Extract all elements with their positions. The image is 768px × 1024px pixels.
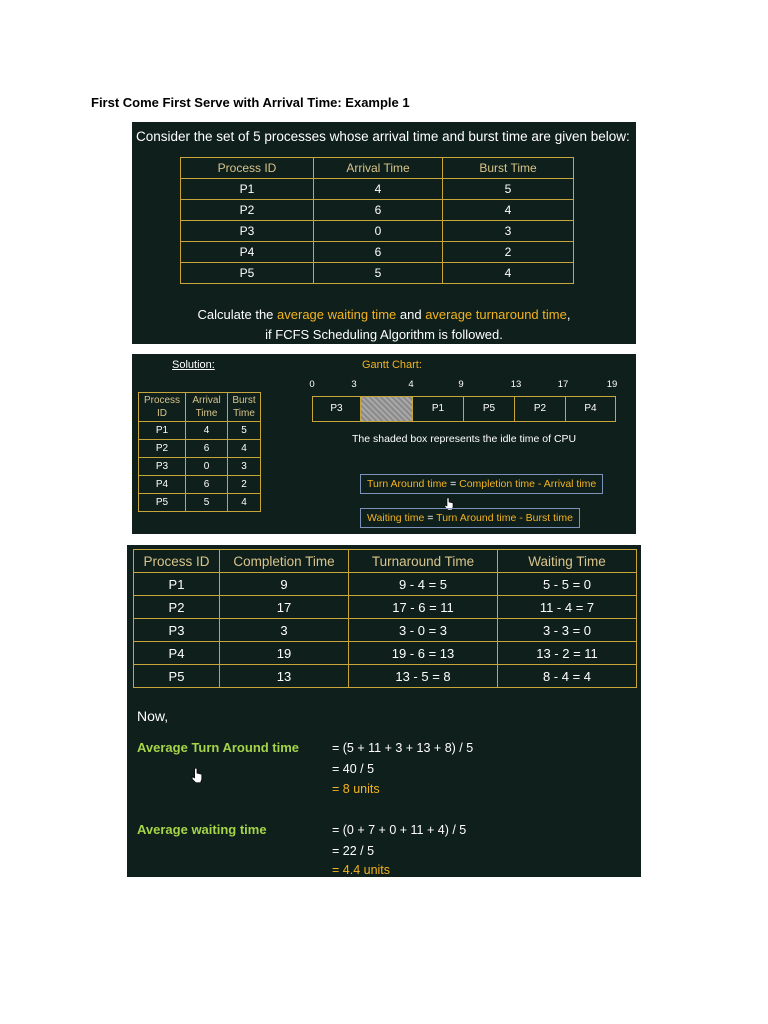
avg-waiting-label: Average waiting time — [137, 822, 267, 837]
formula-equals: = — [424, 512, 437, 524]
avg-turnaround-line: = (5 + 11 + 3 + 13 + 8) / 5 — [332, 741, 474, 755]
table-cell: 3 — [228, 458, 261, 476]
idle-note: The shaded box represents the idle time of CPU — [352, 433, 577, 445]
table-cell: P1 — [139, 422, 186, 440]
formula-equals: = — [447, 478, 460, 490]
problem-intro: Consider the set of 5 processes whose arrival time and burst time are given below: — [136, 129, 630, 144]
table-cell: 2 — [228, 476, 261, 494]
column-header: Process ID — [134, 550, 220, 573]
header-line: Time — [195, 408, 218, 419]
table-cell: 6 — [314, 242, 443, 263]
table-cell: 6 — [186, 476, 228, 494]
header-line: ID — [157, 408, 167, 419]
gantt-cell-p3: P3 — [312, 396, 361, 422]
table-row — [134, 619, 637, 642]
gantt-tick: 17 — [557, 379, 569, 390]
calc-instruction-line2: if FCFS Scheduling Algorithm is followed. — [265, 327, 503, 342]
table-cell: P3 — [181, 221, 314, 242]
table-cell: 9 - 4 = 5 — [349, 573, 498, 596]
header-line: Burst — [232, 395, 256, 406]
table-cell: 5 — [443, 179, 574, 200]
gantt-tick: 3 — [351, 379, 357, 390]
table-cell: P1 — [181, 179, 314, 200]
table-cell: 0 — [314, 221, 443, 242]
column-header — [139, 393, 186, 422]
table-row — [134, 665, 637, 688]
table-cell: 2 — [443, 242, 574, 263]
page-heading: First Come First Serve with Arrival Time: Example 1 — [91, 95, 410, 110]
formula-waiting — [360, 508, 580, 528]
table-cell: P2 — [181, 200, 314, 221]
column-header: Burst Time — [443, 158, 574, 179]
calc-text: and — [396, 307, 426, 322]
table-cell: 3 — [443, 221, 574, 242]
table-cell: 4 — [443, 263, 574, 284]
table-cell: 0 — [186, 458, 228, 476]
formula-turnaround — [360, 474, 603, 494]
gantt-tick: 0 — [309, 379, 315, 390]
table-cell: 17 — [220, 596, 349, 619]
column-header — [186, 393, 228, 422]
table-cell: P4 — [139, 476, 186, 494]
table-cell: P4 — [181, 242, 314, 263]
table-cell: P2 — [139, 440, 186, 458]
table-row — [139, 494, 261, 512]
table-cell: P4 — [134, 642, 220, 665]
now-label: Now, — [137, 708, 169, 724]
calc-highlight: average waiting time — [277, 307, 397, 322]
avg-waiting-line: = 22 / 5 — [332, 844, 375, 858]
process-input-table — [180, 157, 574, 284]
formula-value: Turn Around time - Burst time — [436, 512, 573, 524]
gantt-cell-idle — [360, 396, 413, 422]
table-cell: 9 — [220, 573, 349, 596]
table-header-row — [181, 158, 574, 179]
table-cell: 6 — [186, 440, 228, 458]
table-cell: 4 — [186, 422, 228, 440]
table-row — [134, 596, 637, 619]
table-header-row — [139, 393, 261, 422]
gantt-cell-p2: P2 — [514, 396, 566, 422]
table-cell: 4 — [228, 440, 261, 458]
table-row — [134, 573, 637, 596]
table-cell: 8 - 4 = 4 — [498, 665, 637, 688]
avg-turnaround-result: = 8 units — [332, 782, 380, 796]
solution-label: Solution: — [172, 359, 215, 371]
table-cell: 3 — [220, 619, 349, 642]
table-row — [181, 242, 574, 263]
table-cell: 5 - 5 = 0 — [498, 573, 637, 596]
formula-value: Completion time - Arrival time — [459, 478, 597, 490]
header-line: Time — [233, 408, 255, 419]
table-row — [181, 221, 574, 242]
avg-turnaround-label: Average Turn Around time — [137, 740, 300, 755]
column-header: Completion Time — [220, 550, 349, 573]
table-row — [139, 458, 261, 476]
table-cell: 4 — [228, 494, 261, 512]
column-header: Arrival Time — [314, 158, 443, 179]
table-row — [181, 179, 574, 200]
pointer-cursor-icon — [191, 767, 203, 784]
table-cell: P1 — [134, 573, 220, 596]
calc-text: , — [566, 307, 571, 322]
gantt-tick: 13 — [510, 379, 522, 390]
table-row — [139, 440, 261, 458]
header-line: Arrival — [192, 395, 221, 406]
table-cell: P2 — [134, 596, 220, 619]
column-header: Waiting Time — [498, 550, 637, 573]
table-cell: 3 - 3 = 0 — [498, 619, 637, 642]
table-cell: 5 — [228, 422, 261, 440]
results-panel — [127, 545, 641, 877]
table-cell: 13 - 5 = 8 — [349, 665, 498, 688]
results-table — [133, 549, 637, 688]
column-header — [228, 393, 261, 422]
gantt-cell-p4: P4 — [565, 396, 616, 422]
gantt-tick: 19 — [606, 379, 618, 390]
table-row — [181, 200, 574, 221]
table-cell: P5 — [181, 263, 314, 284]
table-cell: 17 - 6 = 11 — [349, 596, 498, 619]
table-row — [134, 642, 637, 665]
solution-process-table — [138, 392, 261, 512]
table-cell: P3 — [139, 458, 186, 476]
avg-turnaround-line: = 40 / 5 — [332, 762, 375, 776]
table-header-row — [134, 550, 637, 573]
table-cell: 4 — [314, 179, 443, 200]
table-row — [139, 476, 261, 494]
table-cell: 5 — [186, 494, 228, 512]
header-line: Process — [143, 395, 181, 406]
solution-panel — [132, 354, 636, 534]
formula-label: Waiting time — [367, 512, 425, 524]
gantt-cell-p5: P5 — [463, 396, 515, 422]
calc-text: Calculate the — [197, 307, 278, 322]
gantt-cell-p1: P1 — [412, 396, 464, 422]
column-header: Process ID — [181, 158, 314, 179]
table-cell: 6 — [314, 200, 443, 221]
table-cell: 19 — [220, 642, 349, 665]
table-cell: 4 — [443, 200, 574, 221]
table-cell: P5 — [139, 494, 186, 512]
formula-label: Turn Around time — [367, 478, 448, 490]
table-cell: P5 — [134, 665, 220, 688]
table-cell: 5 — [314, 263, 443, 284]
table-cell: 13 — [220, 665, 349, 688]
avg-waiting-line: = (0 + 7 + 0 + 11 + 4) / 5 — [332, 823, 467, 837]
table-cell: 19 - 6 = 13 — [349, 642, 498, 665]
gantt-tick: 4 — [408, 379, 414, 390]
table-cell: 13 - 2 = 11 — [498, 642, 637, 665]
table-row — [181, 263, 574, 284]
table-cell: 11 - 4 = 7 — [498, 596, 637, 619]
table-cell: 3 - 0 = 3 — [349, 619, 498, 642]
table-cell: P3 — [134, 619, 220, 642]
column-header: Turnaround Time — [349, 550, 498, 573]
calc-highlight: average turnaround time — [425, 307, 567, 322]
calc-instruction-line1 — [132, 307, 636, 322]
table-row — [139, 422, 261, 440]
gantt-tick: 9 — [458, 379, 464, 390]
gantt-title: Gantt Chart: — [362, 359, 422, 371]
avg-waiting-result: = 4.4 units — [332, 863, 391, 877]
problem-panel — [132, 122, 636, 344]
